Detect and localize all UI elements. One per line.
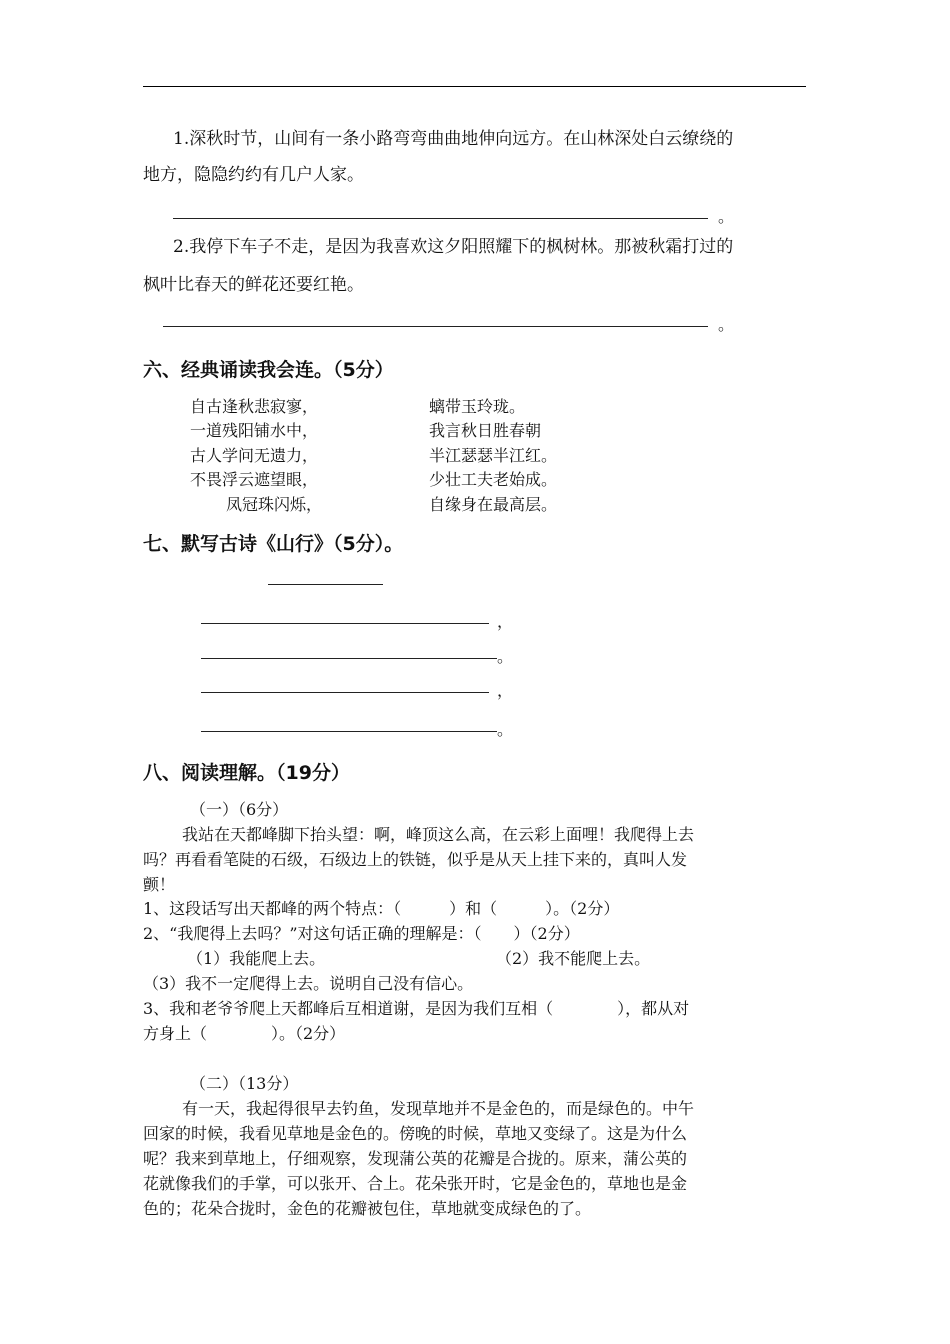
question-1-line-1: 1.深秋时节，山间有一条小路弯弯曲曲地伸向远方。在山林深处白云缭绕的 — [173, 129, 734, 149]
match-left-2[interactable]: 一道残阳铺水中， — [190, 421, 319, 440]
section-8-title: 八、阅读理解。（19分） — [143, 762, 350, 784]
match-left-4[interactable]: 不畏浮云遮望眼， — [190, 470, 319, 489]
match-right-4[interactable]: 少壮工夫老始成。 — [429, 470, 558, 489]
poem-line-4-end: 。 — [497, 720, 514, 739]
answer-line-1-end: 。 — [718, 207, 735, 226]
poem-line-3[interactable] — [201, 692, 489, 693]
part-2-label: （二）（13分） — [190, 1074, 299, 1093]
match-right-1[interactable]: 螭带玉玲珑。 — [429, 397, 526, 416]
question-2-line-1: 2.我停下车子不走，是因为我喜欢这夕阳照耀下的枫树林。那被秋霜打过的 — [173, 237, 734, 257]
part-1-question-1[interactable]: 1、这段话写出天都峰的两个特点：（ ）和（ ）。（2分） — [143, 899, 620, 918]
part-1-label: （一）（6分） — [190, 800, 289, 819]
part-1-question-3-line-2[interactable]: 方身上（ ）。（2分） — [143, 1024, 346, 1043]
section-7-title: 七、默写古诗《山行》（5分）。 — [143, 533, 404, 555]
part-1-question-2-option-2[interactable]: （2）我不能爬上去。 — [496, 949, 651, 968]
answer-line-1[interactable] — [173, 218, 708, 219]
match-right-5[interactable]: 自缘身在最高层。 — [429, 495, 558, 514]
part-1-question-3-line-1[interactable]: 3、我和老爷爷爬上天都峰后互相道谢，是因为我们互相（ ），都从对 — [143, 999, 690, 1018]
poem-title-line[interactable] — [268, 584, 383, 585]
poem-line-1[interactable] — [201, 623, 489, 624]
poem-line-2-end: 。 — [497, 647, 514, 666]
part-1-question-2[interactable]: 2、“我爬得上去吗？”对这句话正确的理解是：（ ）（2分） — [143, 924, 580, 943]
answer-line-2[interactable] — [163, 326, 708, 327]
match-right-2[interactable]: 我言秋日胜春朝 — [429, 421, 542, 440]
question-1-line-2: 地方，隐隐约约有几户人家。 — [143, 165, 364, 185]
poem-line-2[interactable] — [201, 658, 497, 659]
part-2-passage-line-5: 色的；花朵合拢时，金色的花瓣被包住，草地就变成绿色的了。 — [143, 1199, 592, 1218]
part-2-passage-line-1: 有一天，我起得很早去钓鱼，发现草地并不是金色的，而是绿色的。中午 — [182, 1099, 695, 1118]
top-rule — [143, 86, 806, 87]
part-1-passage-line-2: 吗？再看看笔陡的石级，石级边上的铁链，似乎是从天上挂下来的，真叫人发 — [143, 850, 688, 869]
part-1-question-2-option-1[interactable]: （1）我能爬上去。 — [187, 949, 326, 968]
poem-line-1-end: ， — [497, 612, 514, 631]
match-left-1[interactable]: 自古逢秋悲寂寥， — [190, 397, 319, 416]
match-left-3[interactable]: 古人学问无遗力， — [190, 446, 319, 465]
section-6-title: 六、经典诵读我会连。（5分） — [143, 359, 394, 381]
match-left-5[interactable]: 凤冠珠闪烁， — [226, 495, 323, 514]
part-2-passage-line-2: 回家的时候，我看见草地是金色的。傍晚的时候，草地又变绿了。这是为什么 — [143, 1124, 688, 1143]
question-2-line-2: 枫叶比春天的鲜花还要红艳。 — [143, 275, 364, 295]
part-1-passage-line-3: 颤！ — [143, 875, 176, 894]
answer-line-2-end: 。 — [718, 315, 735, 334]
part-1-passage-line-1: 我站在天都峰脚下抬头望：啊，峰顶这么高，在云彩上面哩！我爬得上去 — [182, 825, 695, 844]
part-2-passage-line-3: 呢？我来到草地上，仔细观察，发现蒲公英的花瓣是合拢的。原来，蒲公英的 — [143, 1149, 688, 1168]
poem-line-3-end: ， — [497, 681, 514, 700]
part-2-passage-line-4: 花就像我们的手掌，可以张开、合上。花朵张开时，它是金色的，草地也是金 — [143, 1174, 688, 1193]
part-1-question-2-option-3[interactable]: （3）我不一定爬得上去。说明自己没有信心。 — [143, 974, 474, 993]
match-right-3[interactable]: 半江瑟瑟半江红。 — [429, 446, 558, 465]
poem-line-4[interactable] — [201, 731, 497, 732]
